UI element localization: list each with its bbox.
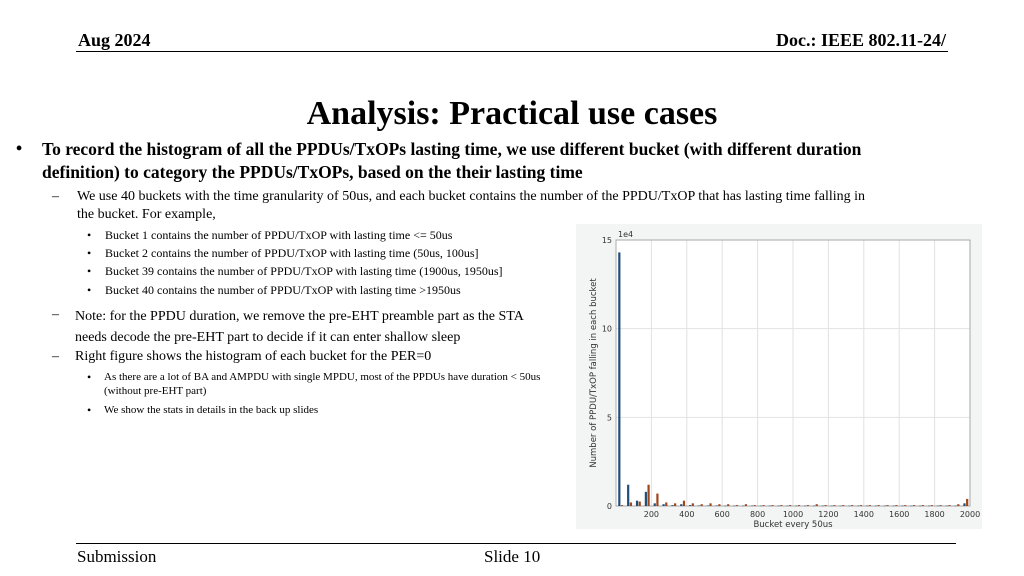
histogram-bar (662, 504, 664, 506)
histogram-bar (689, 505, 691, 506)
histogram-bar (937, 506, 939, 507)
histogram-bar (860, 505, 862, 506)
histogram-bar (645, 492, 647, 506)
histogram-bar (966, 499, 968, 506)
dot-marker: • (87, 283, 92, 297)
histogram-bar (618, 252, 620, 506)
histogram-bar (630, 502, 632, 506)
histogram-bar (822, 506, 824, 507)
bucket-item: Bucket 39 contains the number of PPDU/TxOP with lasting time (1900us, 1950us] (105, 264, 503, 278)
dot-marker: • (87, 403, 92, 417)
histogram-bar (647, 485, 649, 506)
dot-marker: • (87, 246, 92, 260)
histogram-bar (804, 506, 806, 507)
histogram-bar (745, 504, 747, 506)
histogram-bar (683, 501, 685, 506)
histogram-bar (639, 502, 641, 506)
dot-marker: • (87, 228, 92, 242)
histogram-bar (727, 504, 729, 506)
x-axis-label: Bucket every 50us (753, 520, 833, 529)
histogram-svg (576, 224, 982, 529)
histogram-bar (807, 505, 809, 506)
bucket-item: Bucket 1 contains the number of PPDU/TxOP with lasting time <= 50us (105, 228, 453, 242)
bucket-item: Bucket 2 contains the number of PPDU/TxOP with lasting time (50us, 100us] (105, 246, 479, 260)
histogram-bar (665, 502, 667, 506)
histogram-bar (857, 506, 859, 507)
x-tick-label: 1200 (818, 510, 839, 519)
histogram-bar (760, 506, 762, 507)
histogram-bar (919, 506, 921, 507)
histogram-bar (833, 505, 835, 506)
x-tick-label: 1400 (853, 510, 874, 519)
y-tick-label: 15 (601, 236, 612, 245)
histogram-bar (627, 485, 629, 506)
histogram-bar (831, 506, 833, 507)
histogram-bar (692, 503, 694, 506)
histogram-bar (839, 506, 841, 507)
histogram-bar (778, 506, 780, 507)
histogram-bar (901, 506, 903, 507)
histogram-bar (869, 505, 871, 506)
histogram-bar (698, 505, 700, 506)
histogram-bar (893, 506, 895, 507)
note-line-2: needs decode the pre-EHT part to decide if it can enter shallow sleep (75, 330, 461, 345)
histogram-bar (716, 505, 718, 506)
histogram-bar (789, 505, 791, 506)
y-tick-label: 5 (606, 413, 612, 423)
histogram-bar (904, 505, 906, 506)
dash-marker: – (52, 349, 59, 364)
bullet-marker: • (16, 138, 23, 158)
x-tick-label: 200 (643, 510, 660, 519)
histogram-bar (895, 505, 897, 506)
histogram-bar (701, 504, 703, 506)
dot-marker: • (87, 264, 92, 278)
dash-marker: – (52, 307, 59, 322)
histogram-bar (851, 505, 853, 506)
histogram-bar (922, 505, 924, 506)
x-tick-label: 1000 (782, 510, 804, 519)
histogram-bar (707, 505, 709, 506)
histogram-bar (654, 503, 656, 506)
x-tick-label: 400 (679, 510, 695, 519)
histogram-bar (656, 494, 658, 506)
histogram-bar (780, 505, 782, 506)
y-tick-label: 0 (606, 502, 612, 511)
histogram-bar (824, 505, 826, 506)
header-date: Aug 2024 (78, 30, 151, 50)
figure-note: As there are a lot of BA and AMPDU with single MPDU, most of the PPDUs have duration < 50us (without pre-EHT part) (104, 371, 541, 397)
histogram-chart (576, 224, 982, 529)
footer-slide-number: Slide 10 (484, 547, 541, 566)
histogram-bar (736, 505, 738, 506)
histogram-bar (754, 505, 756, 506)
histogram-bar (875, 506, 877, 507)
histogram-bar (763, 505, 765, 506)
histogram-bar (786, 506, 788, 507)
histogram-bar (671, 505, 673, 506)
bucket-item: Bucket 40 contains the number of PPDU/TxOP with lasting time >1950us (105, 283, 461, 297)
histogram-bar (816, 504, 818, 506)
histogram-bar (769, 506, 771, 507)
histogram-bar (724, 506, 726, 507)
histogram-bar (928, 506, 930, 507)
histogram-bar (795, 506, 797, 507)
main-bullet-text: To record the histogram of all the PPDUs/TxOPs lasting time, we use different bucket (with different duration definition) to category the PPDUs/TxOPs, based on the their lasting time (42, 139, 862, 182)
dash-marker: – (52, 189, 59, 204)
histogram-bar (733, 506, 735, 507)
histogram-bar (709, 503, 711, 506)
sub-bullet-figure: Right figure shows the histogram of each bucket for the PER=0 (75, 349, 432, 364)
histogram-bar (957, 504, 959, 506)
y-axis-label: Number of PPDU/TxOP falling in each bucket (589, 278, 599, 468)
slide-title: Analysis: Practical use cases (306, 95, 718, 132)
sub-bullet-note (75, 306, 575, 348)
y-multiplier-label: 1e4 (618, 230, 634, 239)
y-tick-label: 10 (601, 324, 612, 334)
x-tick-label: 1600 (889, 510, 910, 519)
histogram-bar (963, 503, 965, 506)
histogram-bar (674, 503, 676, 506)
histogram-bar (636, 501, 638, 506)
header-doc-id: Doc.: IEEE 802.11-24/ (775, 30, 946, 50)
x-tick-label: 1800 (924, 510, 945, 519)
header-rule (76, 51, 948, 52)
histogram-bar (884, 506, 886, 507)
histogram-bar (813, 506, 815, 507)
histogram-bar (751, 506, 753, 507)
histogram-bar (848, 506, 850, 507)
histogram-bar (955, 506, 957, 507)
histogram-bar (621, 505, 623, 506)
footer-rule (76, 543, 956, 544)
figure-note: We show the stats in details in the back up slides (104, 404, 319, 416)
x-tick-label: 2000 (959, 510, 981, 519)
histogram-bar (886, 505, 888, 506)
histogram-bar (948, 505, 950, 506)
histogram-bar (878, 505, 880, 506)
histogram-bar (798, 505, 800, 506)
footer-submission: Submission (77, 547, 157, 566)
histogram-bar (680, 504, 682, 506)
histogram-bar (842, 505, 844, 506)
note-line-1: Note: for the PPDU duration, we remove the pre-EHT preamble part as the STA (75, 309, 524, 324)
histogram-bar (946, 506, 948, 507)
histogram-bar (940, 505, 942, 506)
histogram-bar (910, 506, 912, 507)
histogram-bar (771, 505, 773, 506)
histogram-bar (931, 505, 933, 506)
histogram-bar (718, 504, 720, 506)
histogram-bar (742, 506, 744, 507)
sub-bullet-buckets: We use 40 buckets with the time granularity of 50us, and each bucket contains the number of the PPDU/TxOP that has lasting time falling in the bucket. For example, (77, 189, 866, 222)
histogram-bar (913, 505, 915, 506)
x-tick-label: 600 (714, 510, 730, 519)
x-tick-label: 800 (749, 510, 766, 519)
dot-marker: • (87, 370, 92, 384)
histogram-bar (866, 506, 868, 507)
